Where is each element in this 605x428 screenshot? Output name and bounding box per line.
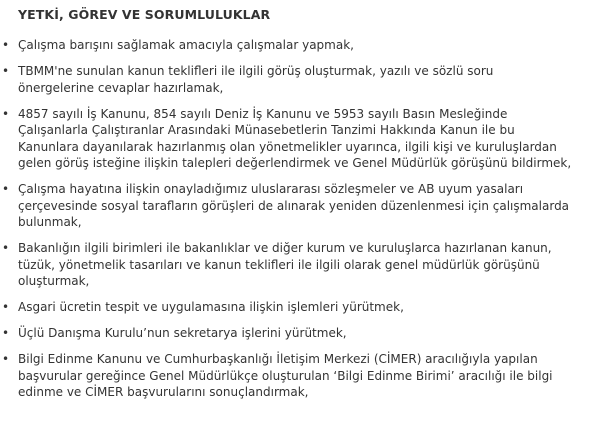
list-item: [0, 351, 605, 401]
list-item-text-line: başvurular gereğince Genel Müdürlükçe oluşturulan ‘Bilgi Edinme Birimi’ aracılığı ile bilgi: [18, 368, 553, 383]
bullet-icon: •: [2, 106, 10, 121]
duty-list: [0, 37, 605, 401]
list-item-text-line: oluşturmak,: [18, 274, 90, 288]
list-item-text-line: bulunmak,: [18, 215, 82, 229]
list-item-text-line: Çalışma hayatına ilişkin onayladığımız uluslararası sözleşmeler ve AB uyum yasaları: [18, 182, 524, 196]
list-item-text-line: Bakanlığın ilgili birimleri ile bakanlıklar ve diğer kurum ve kuruluşlarca hazırlanan kanun,: [18, 241, 552, 255]
list-item: [0, 37, 605, 54]
list-item-text-line: gelen görüş isteğine ilişkin talepleri değerlendirmek ve Genel Müdürlük görüşünü bildirmek,: [18, 156, 572, 170]
list-item: [0, 106, 605, 172]
bullet-icon: •: [2, 300, 10, 314]
list-item: [0, 325, 605, 342]
list-item-text-line: çerçevesinde sosyal tarafların görüşleri de alınarak yeniden düzenlenmesi için çalışmalarda: [18, 198, 570, 213]
list-item-text-line: Asgari ücretin tespit ve uygulamasına ilişkin işlemleri yürütmek,: [18, 300, 404, 314]
list-item-text-line: TBMM'ne sunulan kanun teklifleri ile ilgili görüş oluşturmak, yazılı ve sözlü soru: [18, 64, 494, 78]
bullet-icon: •: [2, 64, 10, 78]
list-item: [0, 299, 605, 316]
list-item: [0, 181, 605, 231]
section-title: YETKİ, GÖREV VE SORUMLULUKLAR: [18, 7, 271, 22]
bullet-icon: •: [2, 182, 10, 196]
list-item-text-line: Kanunlara dayanılarak hazırlanmış olan yönetmelikler uyarınca, ilgili kişi ve kuruluşlardan: [18, 139, 557, 154]
list-item-text-line: Çalışma barışını sağlamak amacıyla çalışmalar yapmak,: [18, 38, 354, 52]
list-item-text-line: Çalışanlarla Çalıştıranlar Arasındaki Münasebetlerin Tanzimi Hakkında Kanun ile bu: [18, 123, 515, 137]
bullet-icon: •: [2, 241, 10, 255]
bullet-icon: •: [2, 352, 10, 366]
list-item-text-line: 4857 sayılı İş Kanunu, 854 sayılı Deniz İş Kanunu ve 5953 sayılı Basın Mesleğinde: [18, 106, 508, 121]
list-item: [0, 63, 605, 96]
bullet-icon: •: [2, 38, 10, 52]
bullet-icon: •: [2, 326, 10, 340]
list-item-text-line: edinme ve CİMER başvurularını sonuçlandırmak,: [18, 385, 309, 399]
list-item-text-line: tüzük, yönetmelik tasarıları ve kanun teklifleri ile ilgili olarak genel müdürlük görüşünü: [18, 257, 540, 272]
list-item-text-line: Üçlü Danışma Kurulu’nun sekretarya işlerini yürütmek,: [18, 326, 347, 340]
list-item-text-line: Bilgi Edinme Kanunu ve Cumhurbaşkanlığı İletişim Merkezi (CİMER) aracılığıyla yapılan: [18, 352, 538, 366]
list-item-text-line: önergelerine cevaplar hazırlamak,: [18, 80, 224, 95]
list-item: [0, 240, 605, 290]
